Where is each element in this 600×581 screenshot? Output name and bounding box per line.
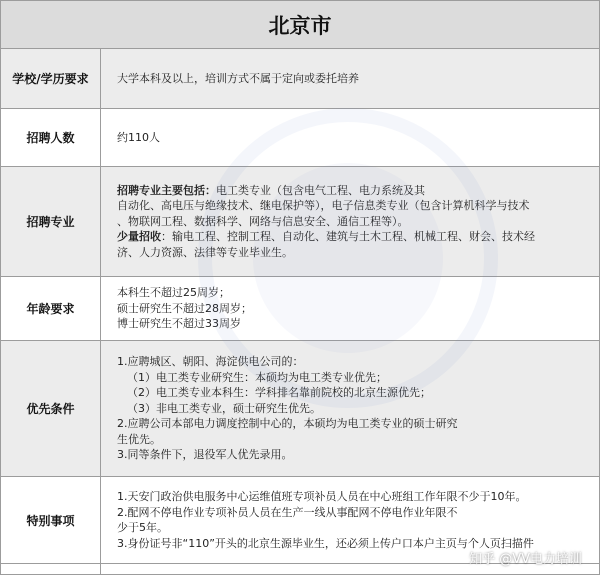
value-line: 3.同等条件下，退役军人优先录用。 [117,448,293,462]
row-label: 招聘专业 [1,167,101,276]
value-line: 3.身份证号非“110”开头的北京生源毕业生，还必须上传户口本户主页与个人页扫描件 [117,536,534,550]
value-line: 硕士研究生不超过28周岁； [117,301,252,315]
row-value [101,49,599,108]
row-label: 年龄要求 [1,277,101,340]
value-line [117,229,589,245]
value-line: 博士研究生不超过33周岁 [117,317,241,331]
major-main-line-3: 、物联网工程、数据科学、网络与信息安全、通信工程等）。 [117,214,409,228]
major-main-line-2: 自动化、高电压与绝缘技术、继电保护等），电子信息类专业（包含计算机科学与技术 [117,199,530,213]
value-line: （1）电工类专业研究生：本硕均为电工类专业优先； [127,370,387,384]
major-few-line-1: ：输电工程、控制工程、自动化、建筑与土木工程、机械工程、财会、技术经 [161,230,535,244]
row-priority [1,341,599,477]
major-main-line-1: 电工类专业（包含电气工程、电力系统及其 [216,183,425,197]
row-label: 招聘人数 [1,109,101,166]
row-majors [1,167,599,277]
row-value [101,277,599,340]
row-value [101,109,599,166]
value-line: 1.天安门政治供电服务中心运维值班专项补员人员在中心班组工作年限不少于10年。 [117,490,527,503]
row-age [1,277,599,341]
value-line: 2.应聘公司本部电力调度控制中心的，本硕均为电工类专业的硕士研究 [117,417,458,431]
major-few-line-2: 济、人力资源、法律等专业毕业生。 [117,245,293,259]
value-line: （3）非电工类专业，硕士研究生优先。 [127,401,321,415]
value-line: 本科生不超过25周岁； [117,286,230,300]
major-few-label: 少量招收 [117,230,161,244]
major-main-label: 招聘专业主要包括： [117,183,216,197]
row-label-empty [1,564,101,574]
value-line [117,183,589,199]
row-value [101,341,599,476]
source-badge: 知乎 @VV电力培训 [469,552,582,567]
value-line: 生优先。 [117,432,161,446]
value-line: 大学本科及以上，培训方式不属于定向或委托培养 [117,71,359,85]
row-school-requirement [1,49,599,109]
row-value [101,167,599,276]
row-label: 学校/学历要求 [1,49,101,108]
value-line: 2.配网不停电作业专项补员人员在生产一线从事配网不停电作业年限不 [117,505,458,519]
table-title: 北京市 [1,0,599,49]
row-headcount [1,109,599,167]
value-line: 少于5年。 [117,521,168,534]
value-line: 1.应聘城区、朝阳、海淀供电公司的： [117,355,304,369]
value-line: （2）电工类专业本科生：学科排名靠前院校的北京生源优先； [127,386,431,400]
row-label: 优先条件 [1,341,101,476]
value-line: 约110人 [117,130,160,144]
row-label: 特别事项 [1,477,101,563]
